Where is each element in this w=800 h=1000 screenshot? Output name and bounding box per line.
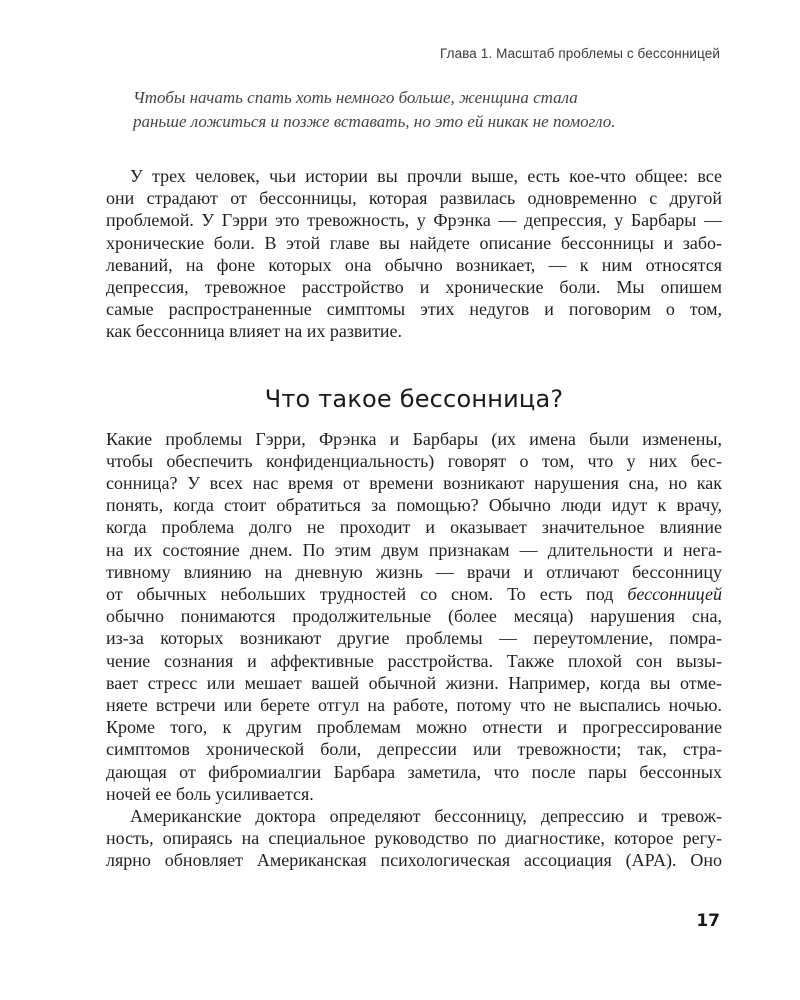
text-line: симптомов хронической боли, депрессии или тревожности; так, стра- (106, 739, 722, 760)
text-segment: от обычных небольших трудностей со сном. То есть под (106, 584, 614, 605)
text-line: Американские доктора определяют бессонницу, депрессию и тревож- (130, 806, 722, 827)
intro-paragraph (106, 165, 722, 343)
text-line: проблемой. У Гэрри это тревожность, у Фрэнка — депрессия, у Барбары — (106, 210, 722, 231)
text-line: леваний, на фоне которых она обычно возникает, — к ним относятся (106, 254, 722, 275)
text-line: вает стресс или мешает вашей обычной жизни. Например, когда вы отме- (106, 672, 722, 693)
text-line: обычно понимаются продолжительные (более месяца) нарушения сна, (106, 606, 722, 627)
text-line: тивному влиянию на дневную жизнь — врачи и отличают бессонницу (106, 561, 722, 582)
text-line: сонница? У всех нас время от времени возникают нарушения сна, но как (106, 473, 722, 494)
text-line: как бессонница влияет на их развитие. (106, 321, 403, 342)
page-body (106, 86, 722, 872)
epigraph (133, 86, 688, 134)
text-line: дающая от фибромиалгии Барбара заметила, что после пары бессонных (106, 761, 722, 782)
section-paragraph-2 (106, 805, 722, 872)
page-number: 17 (696, 911, 720, 931)
text-line: хронические боли. В этой главе вы найдете описание бессонницы и забо- (106, 232, 722, 253)
text-line: самые распространенные симптомы этих недугов и поговорим о том, (106, 299, 722, 320)
text-line: когда проблема долго не проходит и оказывает значительное влияние (106, 517, 722, 538)
epigraph-line: раньше ложиться и позже вставать, но это ей никак не помогло. (133, 112, 616, 131)
text-line: на их состояние днем. По этим двум признакам — длительности и нега- (106, 539, 722, 560)
text-line: чтобы обеспечить конфиденциальность) говорят о том, что у них бес- (106, 450, 722, 471)
text-line: из-за которых возникают другие проблемы — переутомление, помра- (106, 628, 722, 649)
text-line: понять, когда стоит обратиться за помощью? Обычно люди идут к врачу, (106, 495, 722, 516)
text-line: ность, опираясь на специальное руководство по диагностике, которое регу- (106, 828, 722, 849)
text-line: Кроме того, к другим проблемам можно отнести и прогрессирование (106, 717, 722, 738)
text-line: они страдают от бессонницы, которая развилась одновременно с другой (106, 188, 722, 209)
text-line: ночей ее боль усиливается. (106, 783, 314, 804)
epigraph-line: Чтобы начать спать хоть немного больше, женщина стала (133, 88, 578, 107)
text-line: У трех человек, чьи истории вы прочли выше, есть кое-что общее: все (130, 166, 722, 186)
section-heading: Что такое бессонница? (264, 384, 564, 413)
running-head: Глава 1. Масштаб проблемы с бессонницей (439, 46, 720, 61)
text-line: Какие проблемы Гэрри, Фрэнка и Барбары (их имена были изменены, (106, 428, 722, 449)
text-line: лярно обновляет Американская психологическая ассоциация (APA). Оно (106, 850, 722, 871)
text-line: няете встречи или берете отгул на работе, потому что не выспались ночью. (106, 695, 722, 716)
emphasis-term: бессонницей (627, 584, 723, 605)
text-line (106, 583, 722, 605)
section-paragraph-1 (106, 428, 722, 805)
text-line: депрессия, тревожное расстройство и хронические боли. Мы опишем (106, 277, 722, 298)
text-line: чение сознания и аффективные расстройства. Также плохой сон вызы- (106, 650, 722, 671)
